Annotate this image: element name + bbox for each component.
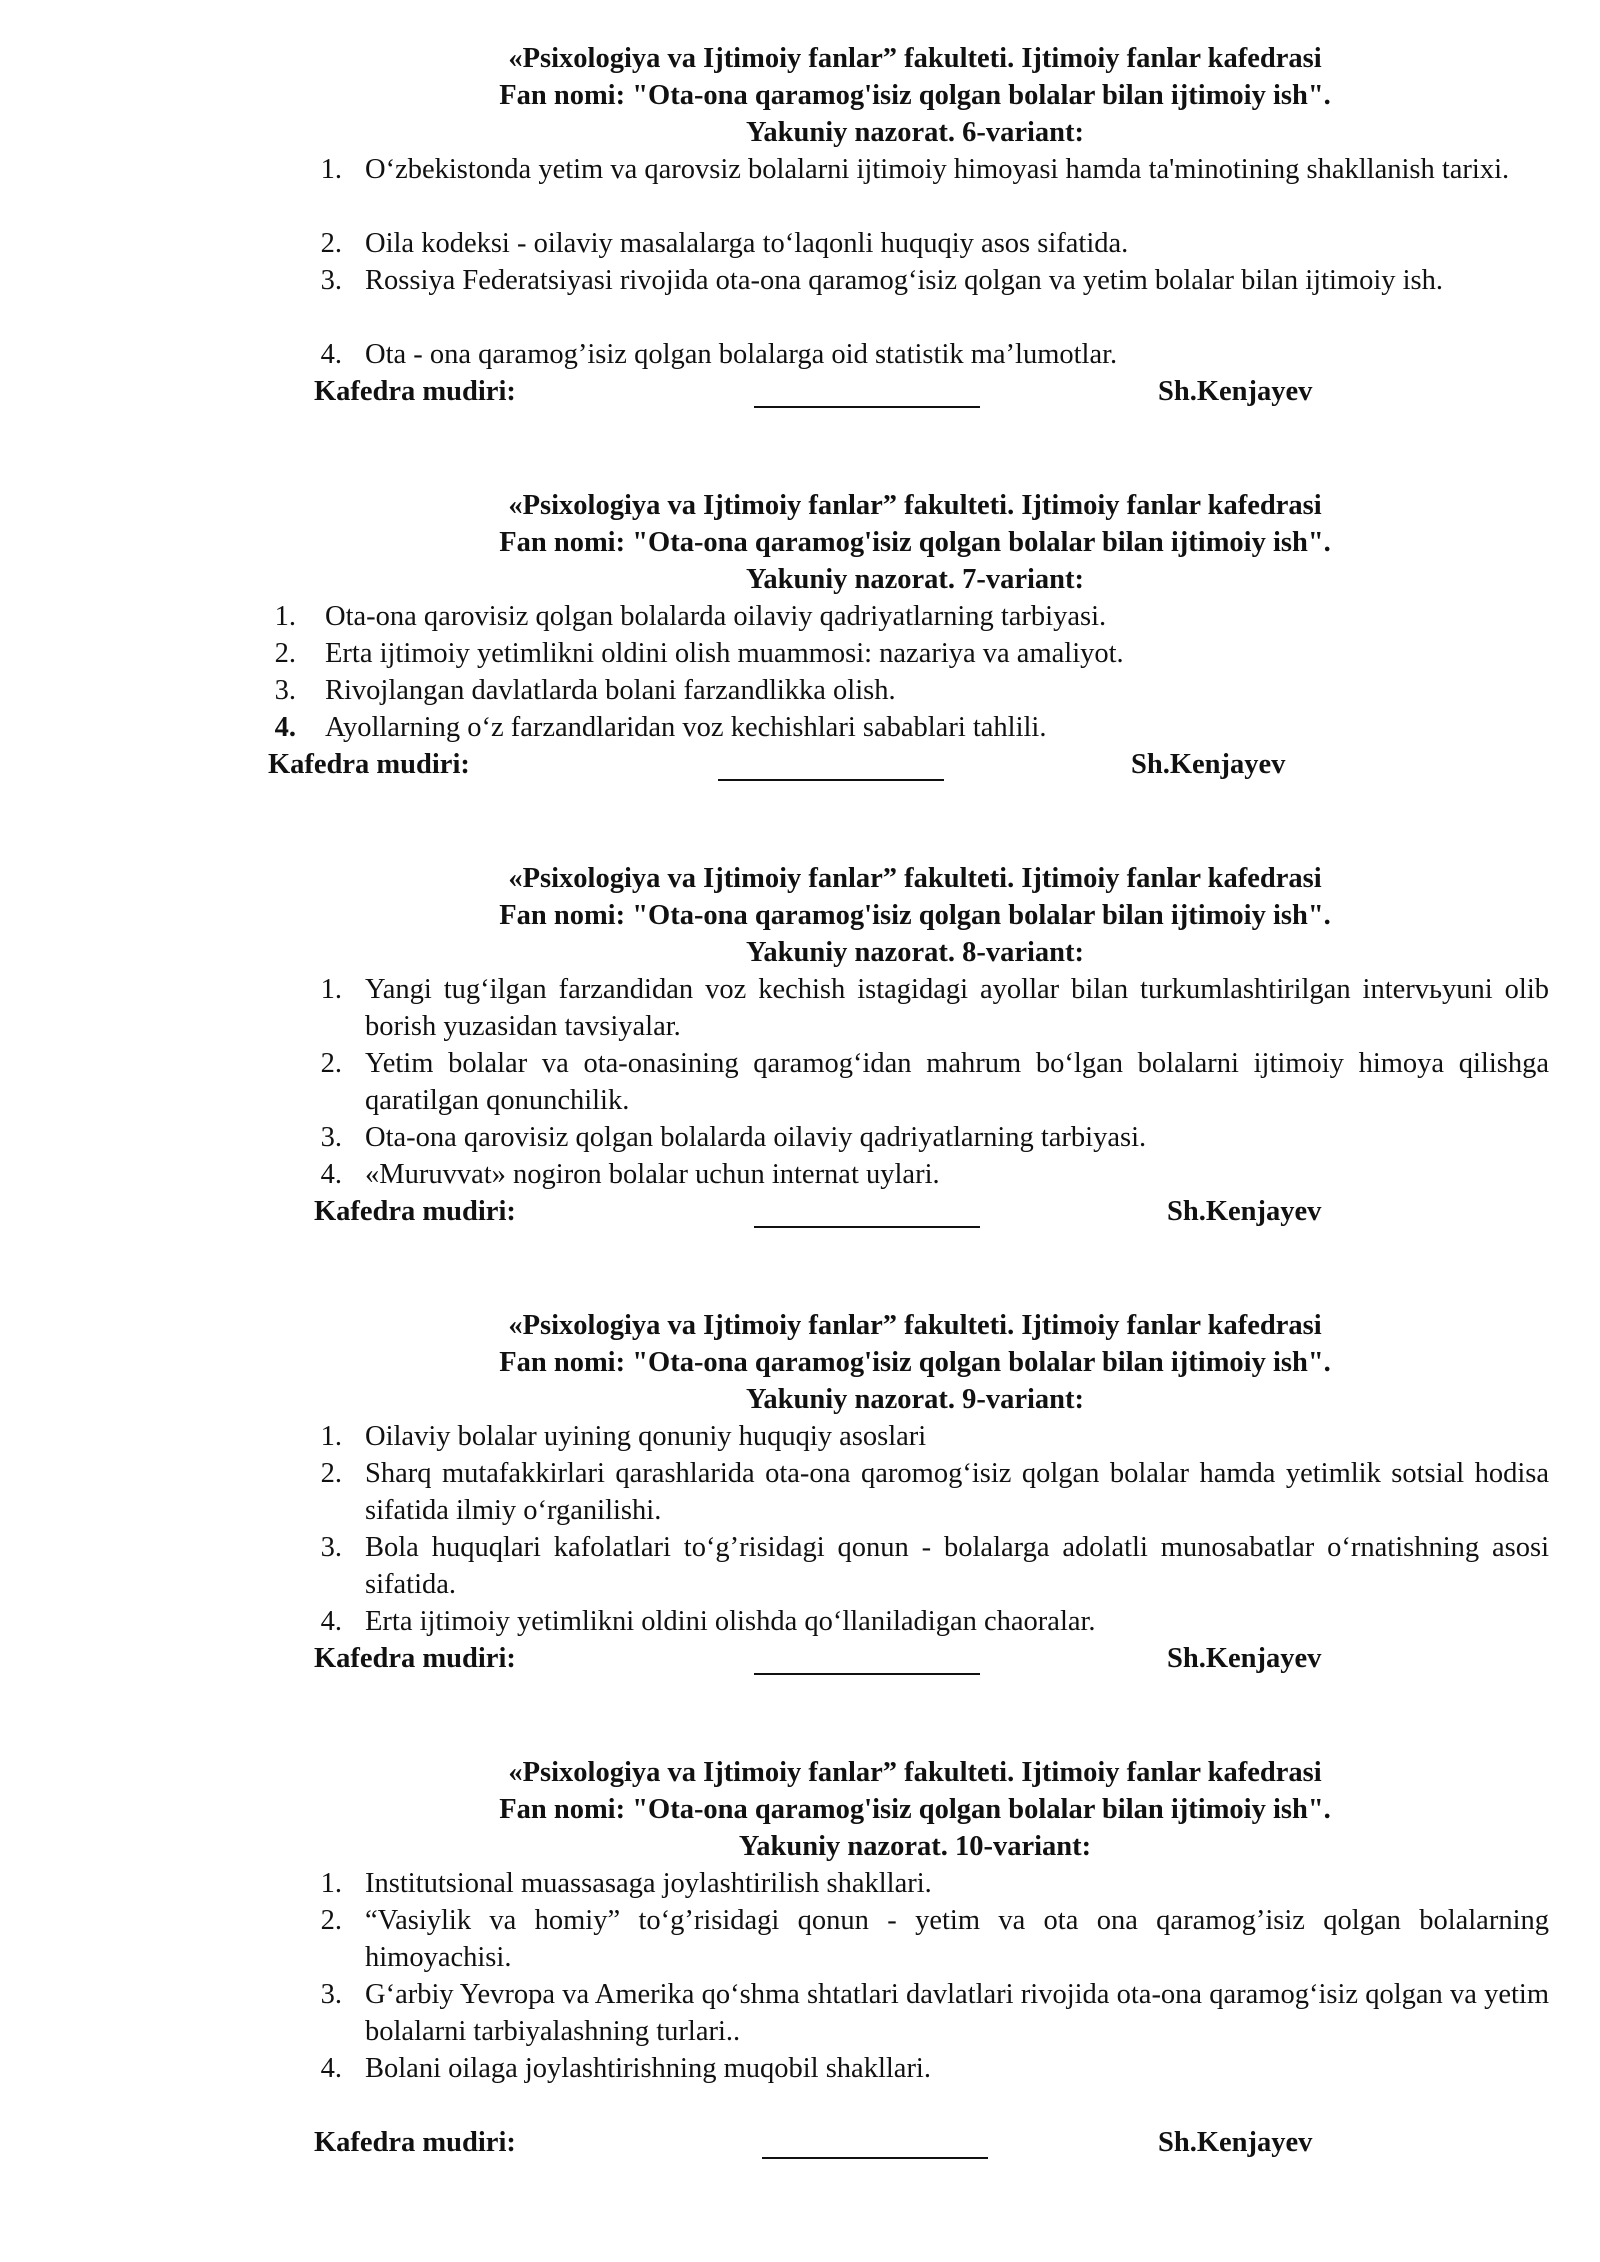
item-number: 3. — [274, 675, 296, 706]
variant-title: Yakuniy nazorat. 9-variant: — [745, 1384, 1085, 1415]
department-head-label: Kafedra mudiri: — [268, 749, 470, 780]
item-number: 2. — [274, 638, 296, 669]
signature-line — [754, 406, 980, 408]
question-item: Oila kodeksi - oilaviy masalalarga to‘laqonli huquqiy asos sifatida. — [365, 228, 1129, 259]
department-head-label: Kafedra mudiri: — [314, 376, 516, 407]
course-title: Fan nomi: "Ota-ona qaramog'isiz qolgan bolalar bilan ijtimoiy ish". — [499, 1347, 1331, 1378]
question-item: Rossiya Federatsiyasi rivojida ota-ona qaramog‘isiz qolgan va yetim bolalar bilan ijtimoiy ish. — [365, 265, 1444, 296]
variant-title: Yakuniy nazorat. 8-variant: — [745, 937, 1085, 968]
question-item: O‘zbekistonda yetim va qarovsiz bolalarni ijtimoiy himoyasi hamda ta'minotining shakllanish tarixi. — [365, 154, 1510, 185]
question-item: «Muruvvat» nogiron bolalar uchun internat uylari. — [365, 1159, 940, 1190]
variant-title: Yakuniy nazorat. 7-variant: — [745, 564, 1085, 595]
department-head-name: Sh.Kenjayev — [1167, 1643, 1322, 1674]
item-number: 1. — [320, 1421, 342, 1452]
question-item: Rivojlangan davlatlarda bolani farzandlikka olish. — [325, 675, 896, 706]
signature-line — [762, 2157, 988, 2159]
item-number: 4. — [320, 1159, 342, 1190]
course-title: Fan nomi: "Ota-ona qaramog'isiz qolgan bolalar bilan ijtimoiy ish". — [499, 900, 1331, 931]
item-number: 3. — [320, 1122, 342, 1153]
department-head-label: Kafedra mudiri: — [314, 1196, 516, 1227]
item-number: 2. — [320, 1458, 342, 1489]
question-item: Yangi tug‘ilgan farzandidan voz kechish istagidagi ayollar bilan turkumlashtirilgan intervьyuni olib borish yuzasidan tavsiyalar. — [365, 974, 1549, 1042]
department-head-name: Sh.Kenjayev — [1158, 376, 1313, 407]
question-item: Yetim bolalar va ota-onasining qaramog‘idan mahrum bo‘lgan bolalarni ijtimoiy himoya qilishga qaratilgan qonunchilik. — [365, 1048, 1549, 1116]
item-number: 4. — [274, 712, 296, 743]
item-number: 3. — [320, 1979, 342, 2010]
faculty-heading: «Psixologiya va Ijtimoiy fanlar” fakulteti. Ijtimoiy fanlar kafedrasi — [508, 863, 1322, 894]
signature-line — [754, 1673, 980, 1675]
item-number: 1. — [320, 154, 342, 185]
item-number: 2. — [320, 1905, 342, 1936]
question-item: Erta ijtimoiy yetimlikni oldini olish muammosi: nazariya va amaliyot. — [325, 638, 1124, 669]
faculty-heading: «Psixologiya va Ijtimoiy fanlar” fakulteti. Ijtimoiy fanlar kafedrasi — [508, 43, 1322, 74]
question-item: Sharq mutafakkirlari qarashlarida ota-ona qaromog‘isiz qolgan bolalar hamda yetimlik sotsial hodisa sifatida ilmiy o‘rganilishi. — [365, 1458, 1549, 1526]
faculty-heading: «Psixologiya va Ijtimoiy fanlar” fakulteti. Ijtimoiy fanlar kafedrasi — [508, 1310, 1322, 1341]
question-item: Ota-ona qarovisiz qolgan bolalarda oilaviy qadriyatlarning tarbiyasi. — [325, 601, 1107, 632]
department-head-name: Sh.Kenjayev — [1167, 1196, 1322, 1227]
signature-line — [754, 1226, 980, 1228]
question-item: Institutsional muassasaga joylashtirilish shakllari. — [365, 1868, 932, 1899]
department-head-name: Sh.Kenjayev — [1158, 2127, 1313, 2158]
item-number: 4. — [320, 339, 342, 370]
department-head-name: Sh.Kenjayev — [1131, 749, 1286, 780]
item-number: 1. — [320, 974, 342, 1005]
question-item: Bolani oilaga joylashtirishning muqobil shakllari. — [365, 2053, 931, 2084]
department-head-label: Kafedra mudiri: — [314, 1643, 516, 1674]
question-item: Oilaviy bolalar uyining qonuniy huquqiy asoslari — [365, 1421, 927, 1452]
question-item: Bola huquqlari kafolatlari to‘g’risidagi qonun - bolalarga adolatli munosabatlar o‘rnatishning asosi sifatida. — [365, 1532, 1549, 1600]
item-number: 4. — [320, 2053, 342, 2084]
item-number: 3. — [320, 1532, 342, 1563]
question-item: “Vasiylik va homiy” to‘g’risidagi qonun - yetim va ota ona qaramog’isiz qolgan bolalarning himoyachisi. — [365, 1905, 1549, 1973]
item-number: 1. — [320, 1868, 342, 1899]
faculty-heading: «Psixologiya va Ijtimoiy fanlar” fakulteti. Ijtimoiy fanlar kafedrasi — [508, 490, 1322, 521]
question-item: Erta ijtimoiy yetimlikni oldini olishda qo‘llaniladigan chaoralar. — [365, 1606, 1096, 1637]
variant-title: Yakuniy nazorat. 6-variant: — [745, 117, 1085, 148]
question-item: Ota-ona qarovisiz qolgan bolalarda oilaviy qadriyatlarning tarbiyasi. — [365, 1122, 1147, 1153]
item-number: 2. — [320, 228, 342, 259]
course-title: Fan nomi: "Ota-ona qaramog'isiz qolgan bolalar bilan ijtimoiy ish". — [499, 1794, 1331, 1825]
item-number: 2. — [320, 1048, 342, 1079]
department-head-label: Kafedra mudiri: — [314, 2127, 516, 2158]
course-title: Fan nomi: "Ota-ona qaramog'isiz qolgan bolalar bilan ijtimoiy ish". — [499, 80, 1331, 111]
question-item: G‘arbiy Yevropa va Amerika qo‘shma shtatlari davlatlari rivojida ota-ona qaramog‘isiz qolgan va yetim bolalarni tarbiyalashning turlari.. — [365, 1979, 1549, 2047]
faculty-heading: «Psixologiya va Ijtimoiy fanlar” fakulteti. Ijtimoiy fanlar kafedrasi — [508, 1757, 1322, 1788]
question-item: Ayollarning o‘z farzandlaridan voz kechishlari sabablari tahlili. — [325, 712, 1047, 743]
item-number: 3. — [320, 265, 342, 296]
item-number: 1. — [274, 601, 296, 632]
course-title: Fan nomi: "Ota-ona qaramog'isiz qolgan bolalar bilan ijtimoiy ish". — [499, 527, 1331, 558]
question-item: Ota - ona qaramog’isiz qolgan bolalarga oid statistik ma’lumotlar. — [365, 339, 1118, 370]
signature-line — [718, 779, 944, 781]
item-number: 4. — [320, 1606, 342, 1637]
variant-title: Yakuniy nazorat. 10-variant: — [738, 1831, 1092, 1862]
